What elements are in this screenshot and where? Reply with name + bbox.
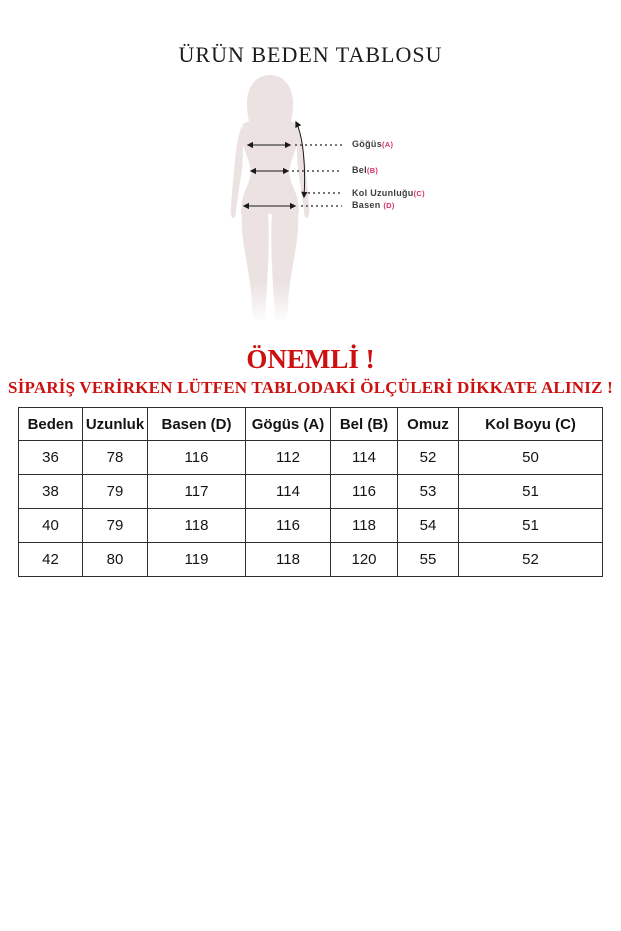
table-cell: 50 (459, 441, 603, 475)
body-measurement-figure (195, 74, 355, 324)
measurement-label-waist-name: Bel (352, 165, 367, 175)
table-cell: 52 (398, 441, 459, 475)
table-cell: 55 (398, 543, 459, 577)
table-cell: 42 (19, 543, 83, 577)
table-cell: 79 (83, 475, 148, 509)
table-cell: 78 (83, 441, 148, 475)
table-cell: 118 (148, 509, 246, 543)
table-row-size-36 (19, 441, 603, 475)
size-table-header-row (19, 408, 603, 441)
silhouette-torso (241, 118, 299, 214)
table-cell: 116 (148, 441, 246, 475)
table-cell: 118 (331, 509, 398, 543)
warning-subheading: SİPARİŞ VERİRKEN LÜTFEN TABLODAKİ ÖLÇÜLERİ DİKKATE ALINIZ ! (8, 378, 613, 397)
table-cell: 51 (459, 475, 603, 509)
table-cell: 112 (246, 441, 331, 475)
table-cell: 38 (19, 475, 83, 509)
silhouette-right-arm (297, 126, 309, 218)
table-row-size-42 (19, 543, 603, 577)
table-row-size-40 (19, 509, 603, 543)
table-cell: 119 (148, 543, 246, 577)
table-cell: 118 (246, 543, 331, 577)
table-cell: 40 (19, 509, 83, 543)
column-header-gogus: Gögüs (A) (246, 408, 331, 441)
measurement-label-hip-letter: (D) (383, 201, 395, 210)
measurement-label-chest-name: Göğüs (352, 139, 382, 149)
table-cell: 51 (459, 509, 603, 543)
table-cell: 116 (246, 509, 331, 543)
page-title: ÜRÜN BEDEN TABLOSU (178, 42, 443, 67)
table-cell: 120 (331, 543, 398, 577)
table-cell: 116 (331, 475, 398, 509)
silhouette-left-arm (231, 126, 243, 218)
size-table (18, 407, 603, 577)
column-header-bel: Bel (B) (331, 408, 398, 441)
table-cell: 53 (398, 475, 459, 509)
table-row-size-38 (19, 475, 603, 509)
silhouette-fade (220, 282, 320, 324)
table-cell: 36 (19, 441, 83, 475)
measurement-label-arm (352, 188, 425, 198)
table-cell: 114 (331, 441, 398, 475)
measurement-label-waist (352, 165, 378, 175)
column-header-uzunluk: Uzunluk (83, 408, 148, 441)
table-cell: 117 (148, 475, 246, 509)
table-cell: 114 (246, 475, 331, 509)
column-header-basen: Basen (D) (148, 408, 246, 441)
measurement-label-arm-letter: (C) (413, 189, 425, 198)
measurement-label-waist-letter: (B) (366, 166, 379, 175)
column-header-omuz: Omuz (398, 408, 459, 441)
table-cell: 52 (459, 543, 603, 577)
table-cell: 80 (83, 543, 148, 577)
measurement-label-chest-letter: (A) (382, 140, 394, 149)
measurement-label-hip (352, 200, 395, 210)
measurement-label-hip-name: Basen (352, 200, 384, 210)
column-header-kol-boyu: Kol Boyu (C) (459, 408, 603, 441)
table-cell: 79 (83, 509, 148, 543)
measurement-label-chest (352, 139, 393, 149)
table-cell: 54 (398, 509, 459, 543)
measurement-label-arm-name: Kol Uzunluğu (352, 188, 414, 198)
column-header-beden: Beden (19, 408, 83, 441)
warning-heading: ÖNEMLİ ! (246, 344, 375, 374)
